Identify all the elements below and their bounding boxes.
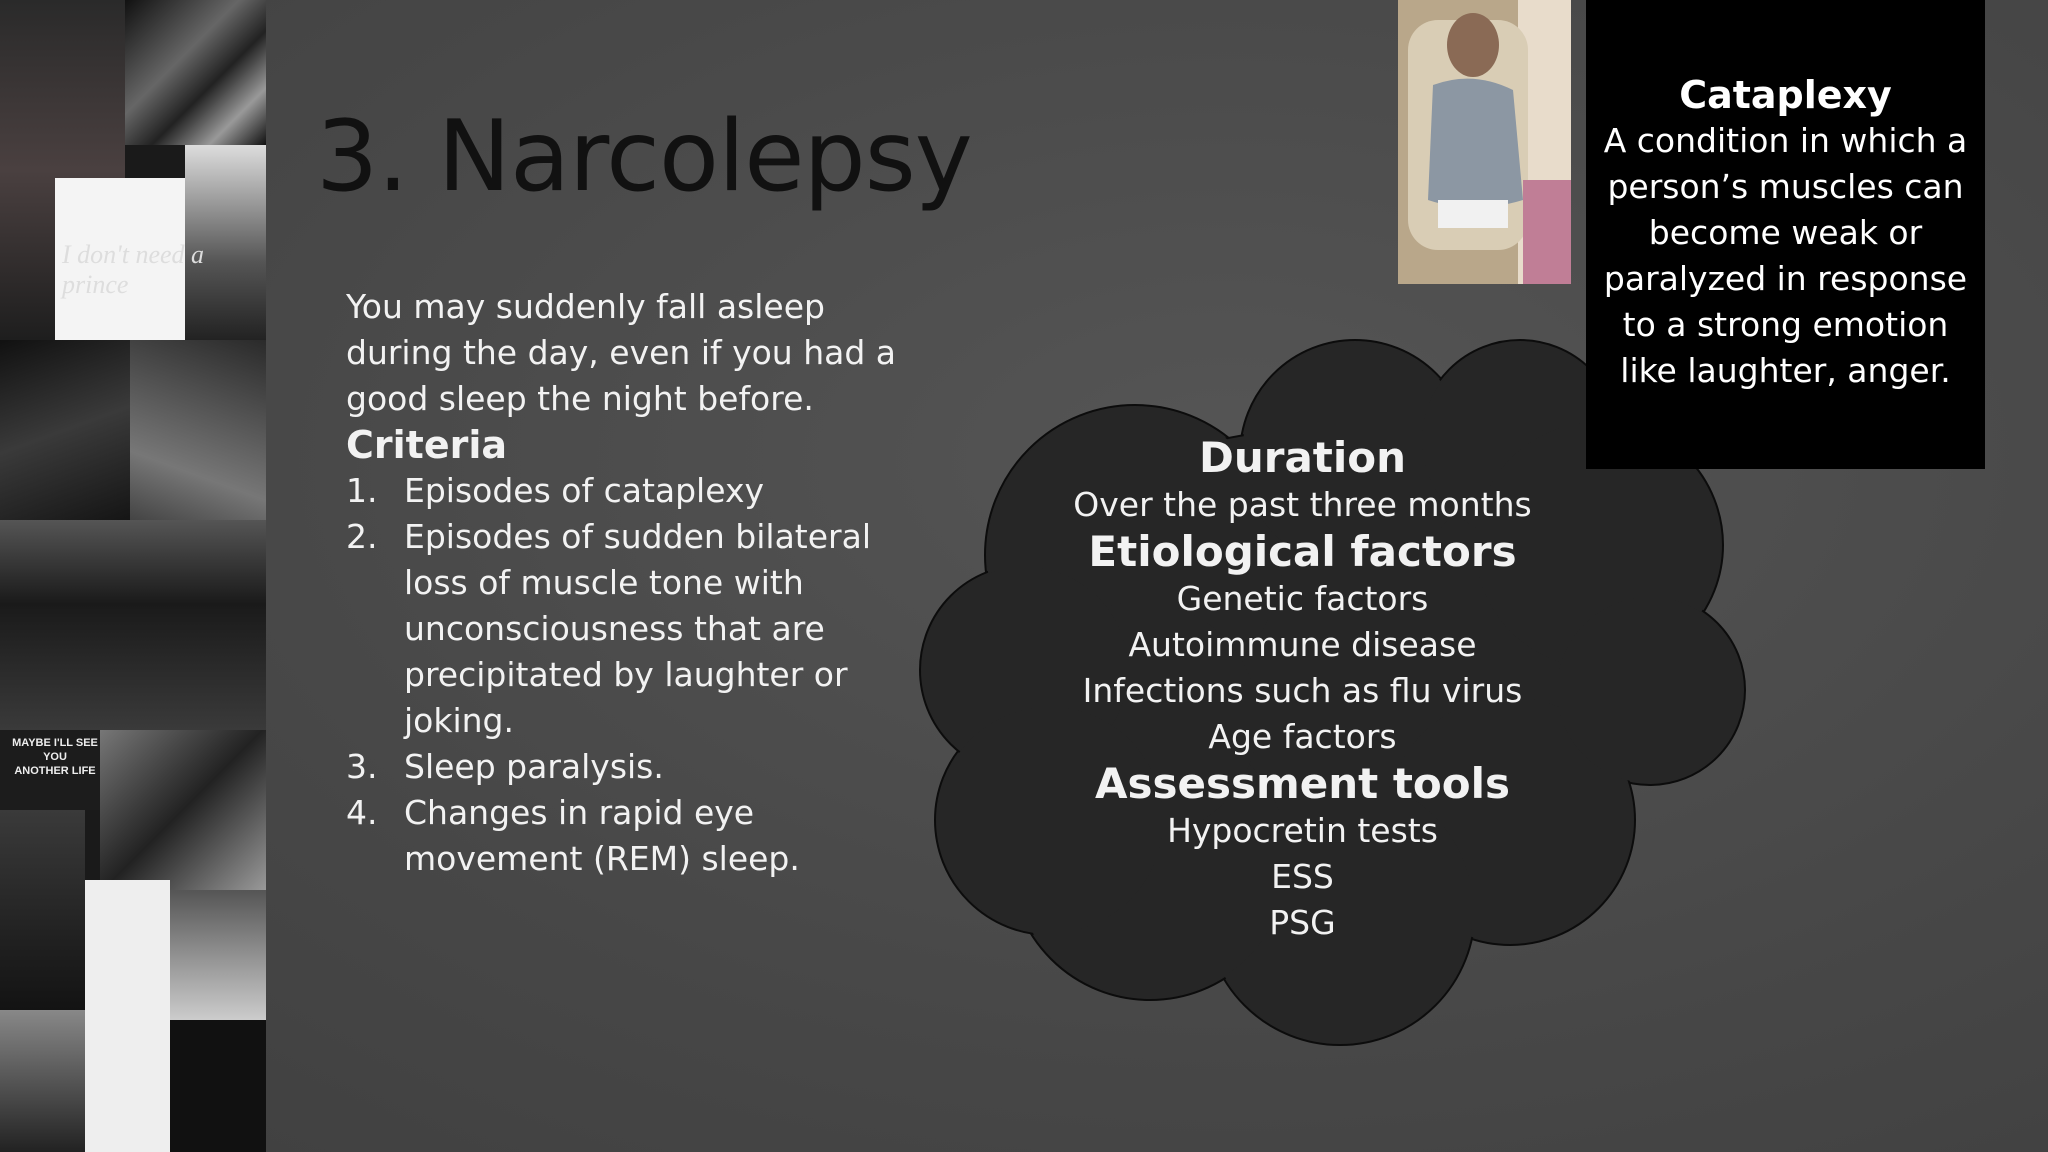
etiology-item: Infections such as flu virus <box>1082 671 1523 710</box>
duration-text: Over the past three months <box>1073 485 1532 524</box>
criteria-heading: Criteria <box>346 423 507 467</box>
sleeping-man-photo <box>1398 0 1571 284</box>
cloud-content <box>1040 434 1565 946</box>
intro-paragraph: You may suddenly fall asleep during the day, even if you had a good sleep the night before. <box>346 287 897 418</box>
assessment-item: ESS <box>1271 857 1334 896</box>
collage-caption-prince: I don't need a prince <box>62 240 205 299</box>
criteria-item: 1. Episodes of cataplexy <box>346 471 765 510</box>
etiology-item: Age factors <box>1208 717 1397 756</box>
collage-caption-another-life: MAYBE I'LL SEE YOU ANOTHER LIFE <box>12 737 98 777</box>
cataplexy-definition: A condition in which a person’s muscles can become weak or paralyzed in response to a strong emotion like laughter, anger. <box>1603 121 1968 390</box>
etiology-item: Autoimmune disease <box>1128 625 1477 664</box>
cataplexy-box <box>1586 0 1985 469</box>
cataplexy-title: Cataplexy <box>1679 73 1892 117</box>
slide-title: 3. Narcolepsy <box>316 100 972 214</box>
etiology-item: Genetic factors <box>1176 579 1429 618</box>
assessment-heading: Assessment tools <box>1094 759 1511 808</box>
assessment-item: Hypocretin tests <box>1167 811 1438 850</box>
criteria-item: 3. Sleep paralysis. <box>346 747 664 786</box>
assessment-item: PSG <box>1269 903 1336 942</box>
criteria-item: 2. Episodes of sudden bilateral loss of muscle tone with unconsciousness that are precipitated by laughter or joking. <box>346 517 871 740</box>
etiology-heading: Etiological factors <box>1088 527 1517 576</box>
duration-heading: Duration <box>1198 433 1407 482</box>
criteria-item: 4. Changes in rapid eye movement (REM) sleep. <box>346 793 800 878</box>
